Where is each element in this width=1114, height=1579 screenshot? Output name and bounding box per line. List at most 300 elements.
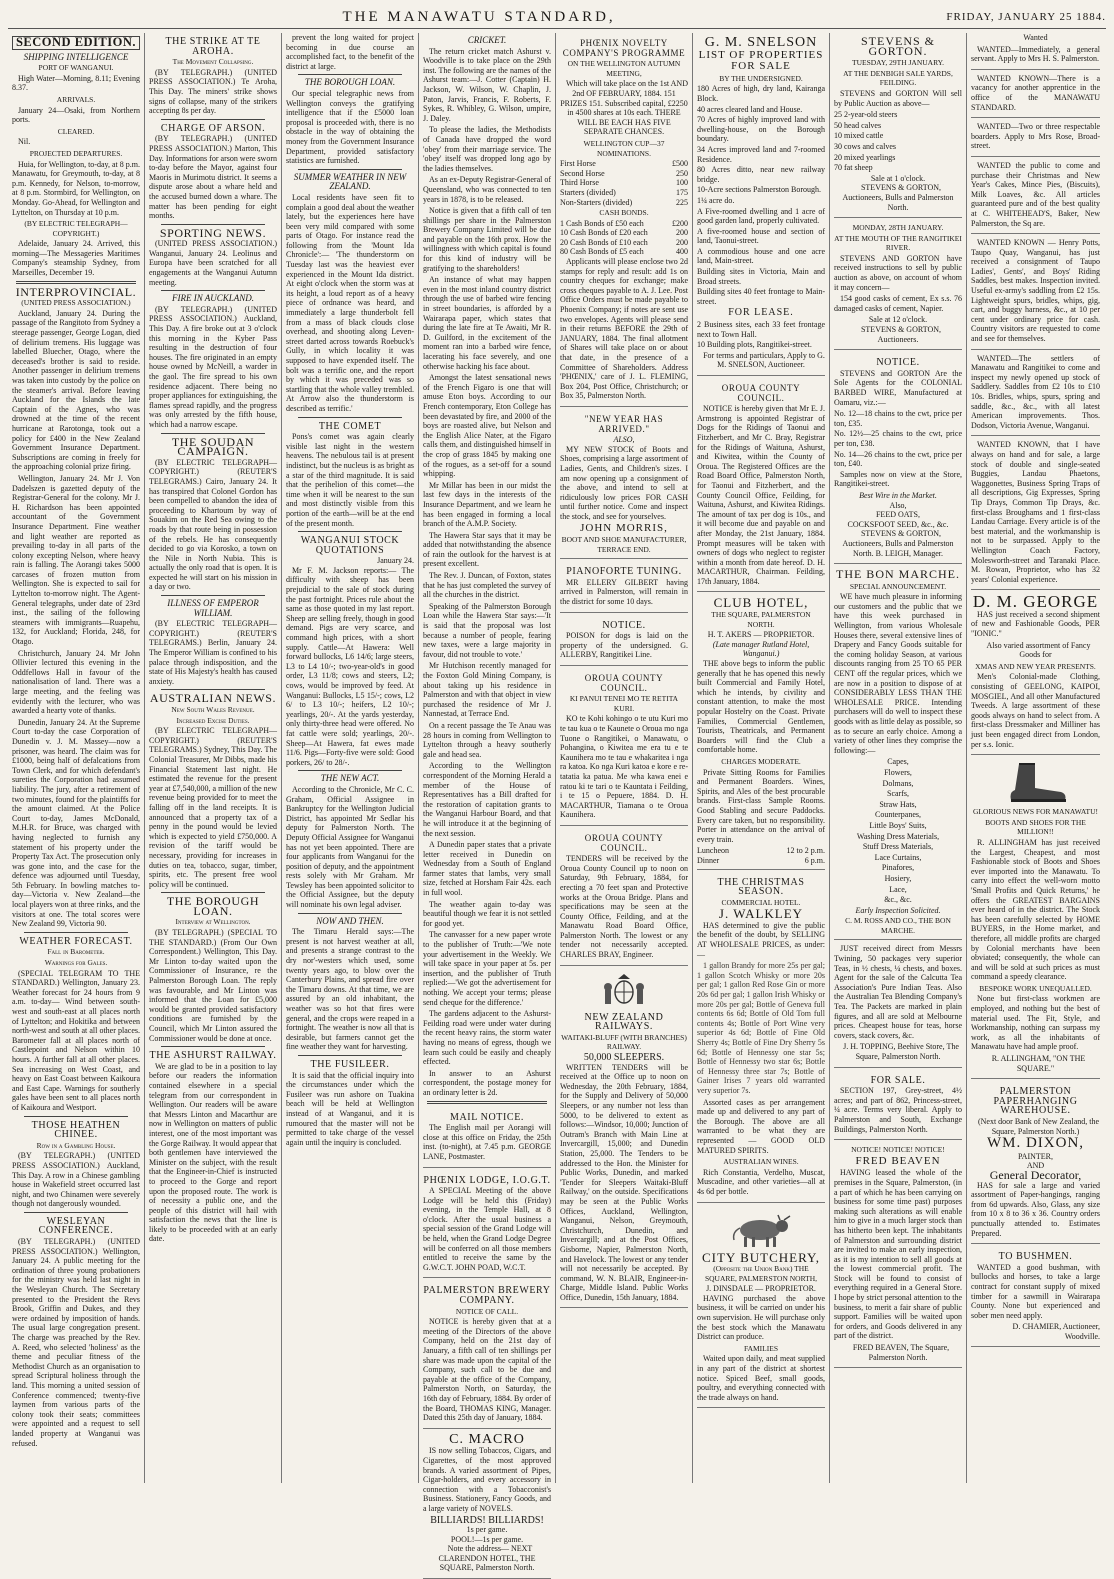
macro-heading: C. MACRO — [449, 1431, 525, 1447]
lease-list — [697, 320, 825, 350]
brewery-heading: PALMERSTON BREWERY COMPANY. — [423, 1285, 551, 1307]
allingham-sign: R. ALLINGHAM, "ON THE SQUARE." — [991, 1054, 1086, 1073]
butchery-ad — [697, 1205, 825, 1409]
property-item: Building sites in Victoria, Main and Broad streets. — [697, 267, 825, 286]
decorator-label: General Decorator, — [989, 1167, 1082, 1182]
commercial-hotel-heading: COMMERCIAL HOTEL. — [721, 897, 801, 907]
billiards-price: 1s per game. — [466, 1525, 508, 1535]
walkley-list: 1 gallon Brandy for more 25s per gal; 1 gallon Scotch Whisky or more 20s per gal; 1 gallon Red Rose Gin or more 20s 6d per gal; 1 gallon Irish Whisky or more 20s per gal; Bottle of Geneva full contents 6s 6d; Bottle of Old Tom full contents 4s; Bottle of Port Wine very superior 4s 6d; Bottle of Fine Old Sherry 4s; Bottle of Fine Dry Sherry 5s 6d; Bottle of Hennessy one star 5s; Bottle of Hennessy two star 6s; Bottle of Hennessy three star 7s; Bottle of Gainer Irises 7 years old warranted very superior 7s. — [697, 961, 825, 1095]
barbed-wire-ad — [834, 352, 962, 564]
prize-row — [560, 169, 688, 179]
butchery-heading: CITY BUTCHERY, — [701, 1249, 820, 1265]
divider — [161, 689, 265, 690]
railway-text: WRITTEN TENDERS will be received at the Office up to noon on Wednesday, the 20th February, 1884, for the Supply and Delivery of 50,000 Sleepers, or any number not less than 5000, to be delivered to extent as follows:—Windsor, 10,000; Junction of Outram's Branch with Main Line at Invercargill, 15,000; and Dunedin Station, 25,000. The Tenders to be addressed to the Hon. the Minister for Public Works, Dunedin, and marked 'Tender for Sleepers Waitaki-Bluff Railway,' on the outside. Specifications may be seen at the Public Works Offices, Auckland, Wellington, Wanganui, Nelson, Greymouth, Christchurch, Dunedin, and Invercargill; and at the Post Offices, Gisborne, Napier, Palmerston North, and Havelock. The lowest or any tender will not necessarily be accepted. By command, W. N. BLAIR, Engineer-in-Charge, Middle Island. Public Works Office, Dunedin, 15th January, 1884. — [560, 1062, 688, 1302]
divider — [298, 417, 402, 418]
divider — [298, 1055, 402, 1056]
bon-marche-ad — [834, 566, 962, 940]
divider — [298, 770, 402, 771]
divider — [161, 224, 265, 225]
dixon-name: WM. DIXON, — [986, 1135, 1085, 1152]
australian-wines-text: Rich Constantia, Verdelho, Muscat, Muscadine, and other varieties—all at 4s 6d per bottle. — [697, 1167, 825, 1196]
strike-heading: THE STRIKE AT TE AROHA. — [165, 36, 261, 57]
bond-row-value: 200 — [676, 237, 688, 247]
property-item: 10-Acre sections Palmerston Borough. — [697, 185, 821, 195]
meal-list — [697, 846, 825, 865]
cocksfoot-seed: COCKSFOOT SEED, &c., &c. — [847, 519, 949, 529]
news-paragraph: As an ex-Deputy Registrar-General of Queensland, who was connected to ten years in 1878, is to be released. — [423, 175, 552, 204]
butchery-sub: (Opposite the Union Bank) THE SQUARE, PALMERSTON NORTH, — [704, 1264, 818, 1283]
stevens-text: STEVENS and GORTON Will sell by Public Auction as above— — [834, 88, 962, 108]
bon-marche-sub: SPECIAL ANNOUNCEMENT. — [849, 581, 947, 591]
sale-time: Sale at 1 o'clock. — [870, 173, 926, 183]
iogt-ad — [423, 1170, 551, 1279]
heathen-text: (BY TELEGRAPH.) (UNITED PRESS ASSOCIATION.) Auckland, This Day. A row in a Chinese gambling house in Wakefield street occurred last night, and two Chinamen were severely though not dangerously wounded. — [12, 1151, 140, 1209]
railway-heading: NEW ZEALAND RAILWAYS. — [584, 1011, 664, 1033]
arrivals-text: January 24—Osaki, from Northern ports. — [12, 105, 140, 125]
bespoke-heading: BESPOKE WORK UNEQUALLED. — [979, 983, 1092, 993]
prize-row — [560, 178, 688, 188]
prize-row-value: 250 — [676, 168, 688, 178]
tuesday-date: TUESDAY, 29TH JANUARY. — [852, 58, 944, 68]
high-water: High Water—Morning, 8.11; Evening 8.37. — [12, 73, 140, 93]
bond-row-value: 200 — [676, 228, 688, 238]
news-paragraph: The canvasser for a new paper wrote to the publisher of Truth:—'We note your advertisement in the Weekly. We will take space in your paper at 5s. per insertion, and the publisher of Truth replied:—'We got the advertisement for nothing. We accept your terms; please send cheque for the difference.' — [423, 930, 551, 1007]
wanted-text: WANTED—Two or three respectable boarders. Apply to Mrs Rose, Broad-street. — [971, 122, 1100, 151]
phoenix-ad — [560, 33, 688, 407]
cash-bonds-heading: CASH BONDS. — [599, 208, 649, 218]
piano-heading: PIANOFORTE TUNING. — [566, 566, 682, 578]
oroua-tender-heading: OROUA COUNTY COUNCIL. — [584, 832, 664, 853]
sale-item: 20 mixed yearlings — [834, 152, 896, 162]
christmas-heading: THE CHRISTMAS SEASON. — [717, 876, 805, 898]
sleepers-heading: 50,000 SLEEPERS. — [583, 1052, 665, 1064]
bon-item: Lace Curtains, — [874, 852, 922, 862]
bon-item: Scarfs, — [887, 789, 909, 799]
fusileer-text: It is said that the official inquiry into the circumstances under which the Fusileer was run ashore on Tuakina beach will be held at Wellington instead of at Wanganui, and it is rumoured that the master will not be permitted to take charge of the vessel again until the inquiry is concluded. — [286, 1070, 414, 1147]
column-4 — [419, 33, 556, 1573]
lease-item: 10 Building plots, Rangitikei-street. — [697, 340, 812, 350]
poison-text: POISON for dogs is laid on the property of the undersigned. G. ALLERBY, Rangitikei Line. — [560, 631, 688, 660]
new-year-heading: "NEW YEAR HAS ARRIVED." — [584, 413, 664, 434]
columns — [8, 33, 1106, 1573]
wellington-cup: WELLINGTON CUP—37 NOMINATIONS. — [583, 138, 665, 158]
port-heading: PORT OF WANGANUI. — [38, 63, 114, 73]
column-1 — [8, 33, 145, 1483]
wanted-text: WANTED the public to come and purchase their Christmas and New Year's Cakes, Mince Pies, (Biscuits), Milk Loaves, &c. All articles guaranteed pure and of the best quality at C. WHITEHEAD'S, Baker, New Palmerston, the Sq are. — [971, 160, 1100, 228]
paperhanging-sub: (Next door Bank of New Zealand, the Square, Palmerston North.) — [977, 1117, 1100, 1136]
stevens-sign-2: STEVENS & GORTON, Auctioneers. — [860, 325, 942, 344]
emperor-text: (BY ELECTRIC TELEGRAPH—COPYRIGHT.) (REUTER'S TELEGRAMS.) Berlin, January 24. The Emperor William is confined to his palace through indisposition, and the state of His Majesty's health has caused anxiety. — [149, 619, 277, 686]
butchery-prop: J. DINSDALE — PROPRIETOR. — [706, 1284, 816, 1294]
and-label: AND — [1026, 1161, 1045, 1171]
prize-row — [560, 188, 688, 198]
also-label: ALSO, — [613, 435, 635, 445]
wanted-ad — [971, 159, 1100, 234]
telegraph-text: Adelaide, January 24. Arrived, this morning—The Messageries Maritimes Company's steamship Sydney, from Marseilles, December 19. — [12, 239, 140, 278]
for-sale-text: SECTION 197, Grey-street, 4½ acres; and part of 862, Princess-street, ¼ acre. Terms very liberal. Apply to Palmerston and South, Exchange Buildings, Palmerston North. — [834, 1086, 962, 1134]
heathen-heading: THOSE HEATHEN CHINEE. — [31, 1119, 121, 1141]
divider — [24, 932, 128, 933]
wellington-text: Wellington, January 24. Mr J. Von Dadelszen is gazetted deputy of the Registrar-General for the colony. Mr J. H. Richardson has been appointed accountant of the Government Insurance Department. Fine weather and light weather are reported as prevailing to-day in all parts of the colony excepting Nelson, where heavy rain is falling. The Aorangi takes 5000 carcases of frozen mutton from Wellington. She is expected to sail for Lyttelton to-morrow night. The Agent-General telegraphs, under date of 23rd inst., the sailing of the following steamers with immigrants—Ruapehu, 132, for Auckland; Florida, 248, for Otago. — [12, 473, 140, 647]
for-sale-heading: FOR SALE. — [870, 1074, 926, 1086]
news-paragraph: Notice is given that a fifth call of ten shillings per share in the Palmerston Brewery Company Limited will be due and payable on the 16th prox. How the willingness with which capital is found for this kind of industry will be gratifying to the shareholders! — [423, 206, 551, 273]
property-item: 1¼ acre do. — [697, 195, 735, 205]
piano-ad — [560, 561, 688, 612]
bespoke-text: None but first-class workmen are employed, and nothing but the best of material used. The Fit, Style, and Workmanship, nothing can surpass my work, as all the inhabitants of Manawatu have had ample proof. — [971, 994, 1100, 1052]
cricket-text: The return cricket match Ashurst v. Woodville is to take place on the 29th inst. The following are the names of the Ashurst team:—J. Cotter (Captain) H. Jackson, W. Wilson, W. Chaplin, J. Paton, Jarvis, Francis, F. Roberts, F. Sykes, R. Whibley, G. Wilson, umpire, J. Daley. — [423, 46, 551, 123]
topping-sign: J. H. TOPPING, Beehive Store, The Square, Palmerston North. — [843, 1042, 959, 1061]
property-item: 70 Acres of highly improved land with dwelling-house, on the Borough boundary. — [697, 115, 825, 144]
prize-row — [560, 159, 688, 169]
bon-item: Capes, — [887, 757, 909, 767]
loan-heading: THE BOROUGH LOAN. — [166, 894, 260, 918]
column-3 — [282, 33, 419, 1483]
new-act-text: According to the Chronicle, Mr C. C. Graham, Official Assignee in Bankruptcy for the Wellington Judicial District, has appointed Mr Sedlar his deputy for Palmerston North. The Deputy Official Assignee for Wanganui has not yet been appointed. There are four applicants from Wanganui for the position of deputy, and the appointment rests solely with Mr Graham. Mr Tewsley has been appointed solicitor to the Official Assignee, but the deputy will nominate his own legal adviser. — [286, 784, 414, 910]
oroua-dogs-ad — [697, 378, 825, 592]
property-item: A Five-roomed dwelling and 1 acre of good garden land, properly cultivated. — [697, 206, 825, 226]
beaven-name: FRED BEAVEN — [855, 1154, 941, 1167]
stevens-gorton-heading: STEVENS & GORTON. — [860, 34, 935, 58]
by-undersigned: BY THE UNDERSIGNED. — [719, 73, 803, 83]
divider — [24, 1212, 128, 1213]
railway-ad — [560, 968, 688, 1309]
allingham-ad — [971, 757, 1100, 1079]
denbigh-heading: AT THE DENBIGH SALE YARDS, FEILDING. — [843, 68, 953, 88]
mouth-time: Sale at 12 o'clock. — [868, 315, 928, 325]
weather-sub-2: Warnings for Gales. — [44, 958, 108, 968]
charges-heading: CHARGES MODERATE. — [721, 756, 801, 766]
borough-loan-heading: THE BOROUGH LOAN. — [304, 77, 396, 88]
divider — [161, 290, 265, 291]
divider — [24, 1116, 128, 1117]
sale-item: 50 head calves — [834, 120, 882, 130]
prize-row-value: £500 — [672, 159, 688, 169]
painter-label: PAINTER, — [1017, 1151, 1054, 1161]
australian-heading: AUSTRALIAN NEWS. — [149, 691, 277, 706]
bond-row-label: 1 Cash Bonds of £50 each — [560, 218, 644, 228]
bond-row-value: 400 — [676, 247, 688, 257]
comet-text: Pons's comet was again clearly visible last night in the western heavens. The nebulous tail is at present indistinct, but the nucleus is as bright as a star of the third magnitude. It is said that the perihelion of this comet—the time when it will be nearest to the sun and most distinctly visible from this portion of the earth—will be at the end of the present month. — [286, 432, 414, 528]
phoenix-text: Which will take place on the 1st AND 2nd OF FEBRUARY, 1884. 151 PRIZES 151. Subscribed capital, £2250 in 4500 shares at 10s each. THERE WILL BE EACH HAS FIVE SEPARATE CHANCES. — [560, 79, 688, 137]
bond-row-value: £200 — [672, 218, 688, 228]
news-paragraph: Amongst the latest sensational news of the French Figaro is one that will amuse Eton boys. According to our French contemporary, Eton College has been devastated by fire, and 2000 of the boys are roasted alive, but Nelson and the English Alice Nater, at the Figaro calls them, and distinguished himself in the crop of grass 1845 by making one of the rogues, as a set-off for a sound whipping. — [423, 373, 551, 479]
christchurch-text: Christchurch, January 24. Mr John Ollivier lectured this evening in the Oddfellows Hall in favour of the nationalisation of land. There was a large meeting, and the feeling was evidently with the lecturer, who was awarded a hearty vote of thanks. — [12, 648, 140, 716]
news-paragraph: The Hawera Star says that it may be added that notwithstanding the absence of rain the outlook for the harvest is at present excellent. — [423, 530, 551, 569]
divider — [161, 1046, 265, 1047]
macro-address: Note the address— NEXT CLARENDON HOTEL, THE SQUARE, Palmerston North. — [438, 1544, 536, 1573]
divider — [298, 169, 402, 170]
bushmen-heading: TO BUSHMEN. — [998, 1251, 1073, 1263]
cricket-heading: CRICKET. — [467, 35, 507, 45]
meal-row-value: 12 to 2 p.m. — [786, 846, 825, 856]
divider — [161, 892, 265, 893]
beaven-ad — [834, 1142, 962, 1368]
sale-item: 25 2-year-old steers — [834, 110, 898, 120]
bon-item: Lace, — [889, 884, 907, 894]
walkley-text: HAS determined to give the public the benefit of the doubt, by SELLING AT WHOLESALE PRICES, as under:— — [697, 920, 825, 959]
bon-marche-heading: THE BON MARCHE. — [835, 567, 960, 582]
rangitikei-ad — [834, 220, 962, 350]
families-heading: FAMILIES — [743, 1343, 779, 1353]
oroua-maori-text: KO te Kohi kohingo o te utu Kuri mo te tau kua o te Kaunete o Oroua mo nga Tuone o Rangitikei, o Manawatu, o Pohangina, o Kiwitea me era tu e te Kaunihera mo te tau e whakaritea i nga ra katoa. Ko nga Kuri katoa e kore e re-tatatia ka patua. Me wha kawa enei e ratou ki te tari o te Kauntata i Feilding, i te 15 o Pepuere, 1884. D. H. MACARTHUR, Tiamana o te Oroua Kaunihera. — [560, 714, 688, 820]
meal-row-value: 6 p.m. — [804, 855, 825, 865]
auckland-text: Auckland, January 24. During the passage of the Rangitoto from Sydney a steerage passenger, George Logan, died of delirium tremens. His luggage was labelled Bluecher, Otago, where the deceased's brother is said to reside. Another passenger in delirium tremens was taken into custody by the police on the steamer's arrival. Before leaving Auckland for the Islands the late Captain of the Agnes, who was drowned at the time of the recent hurricane at Rarotonga, took out a policy for £400 in the New Zealand Government Insurance Department. Subscriptions are coming in freely for the approaching colonial prize firing. — [12, 308, 140, 472]
masthead-left — [8, 11, 12, 23]
property-item: 80 Acres ditto, near new railway bridge. — [697, 165, 825, 184]
australian-sub-1: New South Wales Revenue. — [171, 705, 255, 714]
bond-row-label: 80 Cash Bonds of £5 each — [560, 247, 644, 257]
morris-sub: BOOT AND SHOE MANUFACTURER, TERRACE END. — [561, 535, 687, 554]
bond-row — [560, 228, 688, 238]
bon-list — [834, 757, 962, 904]
beaven-text: HAVING leased the whole of the premises in the Square, Palmerston, (in a part of which he has been carrying on business for some time past) purposes making such alterations as will enable him to give in a much larger stock than has hitherto been kept. The inhabitants of Palmerston and surrounding district are invited to make an early inspection, as it is my intention to sell all goods at the lowest commercial profit. The Stock will be found to consist of everything required in a General Store. I hope by strict personal attention to the business, to merit a fair share of public support. Families will be waited upon for orders, and Goods delivered in any part of the district. — [834, 1168, 962, 1341]
wire-list — [834, 409, 962, 469]
bond-row-label: 20 Cash Bonds of £10 each — [560, 237, 648, 247]
george-ad — [971, 592, 1100, 755]
property-item: Building sites 40 feet frontage to Main-street. — [697, 287, 825, 306]
paperhanging-heading: PALMERSTON PAPERHANGING WAREHOUSE. — [993, 1086, 1078, 1117]
walkley-text-2: Assorted cases as per arrangement made up and delivered to any part of the Borough. The above are all warranted to be what they are represented — GOOD OLD MATURED SPIRITS. — [697, 1097, 825, 1155]
shipping-heading: SHIPPING INTELLIGENCE — [23, 51, 129, 62]
ashurst-heading: THE ASHURST RAILWAY. — [149, 1050, 277, 1062]
weather-sub-1: Fall in Barometer. — [47, 947, 105, 957]
snelson-sign: For terms and particulars, Apply to G. M. SNELSON, Auctioneer. — [703, 350, 825, 370]
club-prop-sub: (Late manager Rutland Hotel, Wanganui.) — [712, 639, 810, 659]
bull-icon — [697, 1210, 825, 1250]
summer-heading: SUMMER WEATHER IN NEW ZEALAND. — [293, 171, 407, 192]
stevens-gorton-ad — [834, 33, 962, 218]
wanted-ad — [971, 438, 1100, 590]
bon-item: Flowers, — [884, 767, 912, 777]
for-sale-ad — [834, 1070, 962, 1141]
property-item: 34 Acres improved land and 7-roomed Residence. — [697, 144, 825, 164]
mail-notice-heading: MAIL NOTICE. — [449, 1111, 525, 1123]
also-label: Also, — [889, 500, 907, 510]
oroua-tender-text: TENDERS will be received by the Oroua County Council up to noon on Saturday, 9th February, 1884, for erecting a 70 feet span and Protective works at the Oroua Bridge. Plans and specifications may be seen at the County Office, Feilding, and at the Manawatu Road Board Office, Palmerston North. The lowest or any tender not necessarily accepted. CHARLES BRAY, Engineer. — [560, 854, 688, 960]
cleared-heading: CLEARED. — [57, 126, 95, 136]
australian-wines-heading: AUSTRALIAN WINES. — [723, 1157, 799, 1167]
dunedin-text: Dunedin, January 24. At the Supreme Court to-day the case Corporation of Dunedin v. J. M. Massey—now a prisoner, was heard. The claim was for £1000, being half of defalcations from Town Clerk, and for which defendant's sureties the Corporation had assumed liability. The jury, after a retirement of two minutes, found for the plaintiffs for the amount claimed. At the Police Court to-day, James McDonald, M.H.R. for Bruce, was charged with having neglected to furnish any statement of his property under the Property Tax Act. The prosecution only was gone into, and the case for the defence was adjourned until Tuesday, 5th February. In bowling matches to-day—Victoria v. New Zealand—the local players won at three rinks, and the visitors at one. The total scores were New Zealand 99, Victoria 90. — [12, 717, 140, 929]
loan-text: (BY TELEGRAPH.) (SPECIAL TO THE STANDARD.) (From Our Own Correspondent.) Wellington, This Day. Mr Linton to-day waited upon the Commissioner of Insurance, re the Palmerston Borough Loan. The reply was favourable, and Mr Linton was informed that the Loan for £5,000 would be granted provided satisfactory conditions are furnished by the Council, which Mr Linton assured the Commissioner would be done at once. — [149, 928, 277, 1043]
divider — [161, 595, 265, 596]
column-5 — [556, 33, 693, 1483]
column-8 — [967, 33, 1104, 1483]
glorious-heading: GLORIOUS NEWS FOR MANAWATU! — [972, 807, 1099, 817]
pool-price: POOL!—1s per game. — [450, 1534, 524, 1544]
meal-row — [697, 856, 825, 866]
monday-date: MONDAY, 28TH JANUARY. — [852, 223, 944, 233]
bond-row — [560, 247, 688, 257]
stock-heading: WANGANUI STOCK QUOTATIONS — [300, 535, 400, 556]
prize-row-label: Starters (divided) — [560, 187, 616, 197]
property-item: 40 acres cleared land and House. — [697, 104, 803, 114]
club-hotel-heading: CLUB HOTEL, — [713, 595, 809, 611]
notice-triple: NOTICE! NOTICE! NOTICE! — [851, 1145, 945, 1155]
news-paragraph: The Rev. J. Duncan, of Foxton, states that he has just completed the survey of all the churches in the district. — [423, 571, 551, 600]
prize-row-label: Third Horse — [560, 178, 599, 188]
strike-text: (BY TELEGRAPH.) (UNITED PRESS ASSOCIATION.) Te Aroha, This Day. The miners' strike shows signs of collapse, many of the strikers accepting 8s per day. — [149, 67, 277, 116]
wanted-text: WANTED KNOWN — Henry Potts, Taupo Quay, Wanganui, has just received a consignment of Taupo Ladies', Gents', and Boys' Riding Saddles, best makes. Inspection invited. Useful ex-army's saddling from £2 15s. Lightweight spurs, bridles, whips, gig, cart, and buggy harness, &c., at 10 per cent under ordinary price for cash. Country visitors are requested to come and see for themselves. — [971, 238, 1100, 344]
strike-sub: The Movement Collapsing. — [172, 57, 254, 67]
news-paragraph: In answer to an Ashurst correspondent, the postage money for an ordinary letter is 2d. — [423, 1068, 551, 1097]
snelson-name: G. M. SNELSON — [704, 35, 818, 50]
wanted-text: WANTED KNOWN, that I have always on hand and for sale, a large stock of double and single-seated Buggies, Landau Phaetons, Waggonettes, Business Spring Traps of all descriptions, Gig Expresses, Spring Tip Drays, Common Tip Drays, &c. first-class Broughams and 1 first-class Landau Carriage. Every article is of the best material, and the workmanship is not to be surpassed. Apply to the Wellington Coach Factory, Molesworth-street and Taranaki Place. M. Rowan, Proprietor, who has 32 years' Colonial experience. — [971, 440, 1100, 584]
arson-text: (BY TELEGRAPH.) (UNITED PRESS ASSOCIATION.) Marton, This Day. Informations for arson were sworn to-day before the Mayor, against four Maoris in Murimotu district. It seems a dispute arose about a whare held and the accused burned down a whare. The matter has been pending for eight months. — [149, 134, 277, 221]
butchery-text: HAVING purchased the above business, it will be carried on under his own supervision. He will purchase only the best stock which the Manawatu District can produce. — [697, 1293, 825, 1342]
bond-row — [560, 238, 688, 248]
prize-row-label: Non-Starters (divided) — [560, 197, 633, 207]
brewery-ad — [423, 1280, 551, 1428]
prize-row-label: First Horse — [560, 159, 596, 169]
column-2 — [145, 33, 282, 1483]
wire-item: No. 12½—25 chains to the cwt, price per ton, £38. — [834, 429, 962, 448]
property-item: A five-roomed house and section of land, Taonui-street. — [697, 226, 825, 246]
dixon-ad — [971, 1081, 1100, 1244]
news-paragraph: A Dunedin paper states that a private letter received in Dunedin on Wednesday from a South of England farmer states that lambs, very small size, fetched at Horsham Fair 42s. each in full wool. — [423, 840, 551, 898]
news-paragraph: An instance of what may happen even in the most inland country district through the use of barbed wire fencing in street boundaries, is afforded by a Wairarapa paper, which states that during the late fire at Te Awaiti, Mr R. D. Guilford, in the excitement of the moment ran into a barbed wire fence, lacerating his face severely, and one otherwise hacking his face about. — [423, 275, 551, 371]
early-inspection: Early Inspection Solicited. — [855, 905, 941, 915]
morris-name: JOHN MORRIS, — [580, 521, 668, 534]
cleared-text: Nil. — [18, 137, 31, 147]
news-paragraph: To please the ladies, the Methodists of Canada have dropped the word 'obey' from their marriage service. The 'obey' itself was dropped long ago by the ladies themselves. — [423, 125, 551, 173]
wesleyan-heading: WESLEYAN CONFERENCE. — [38, 1215, 114, 1237]
prize-row — [560, 198, 688, 208]
bond-row-label: 10 Cash Bonds of £20 each — [560, 228, 648, 238]
masthead — [8, 6, 1106, 29]
wanted-ad — [971, 72, 1100, 118]
george-text-2: Also varied assortment of Fancy Goods for — [986, 640, 1091, 660]
meal-row-label: Luncheon — [697, 846, 729, 856]
oroua-maori-heading: KI PANUI TENEI MO TE RETITA KURI. — [569, 694, 679, 713]
column-6 — [693, 33, 830, 1483]
heathen-sub: Row in a Gambling House. — [36, 1140, 116, 1150]
topping-ad — [834, 942, 962, 1067]
allingham-text: R. ALLINGHAM has just received the Largest, Cheapest, and most Fashionable stock of Boots and Shoes ever imported into the Manawatu. To carry into effect the well-worn motto 'Small Profits and Quick Returns,' he offers the GREATEST BARGAINS ever heard of in the district. The Stock has been carefully selected by HOME BUYERS, in the Home market, and therefore, all middle profits are charged by Colonial merchants have been obviated; consequently, the whole can and will be sold at such prices as must command a speedy clearance. — [971, 837, 1100, 982]
bon-item: Little Boys' Suits, — [869, 820, 927, 830]
phoenix-sub: ON THE WELLINGTON AUTUMN MEETING, — [567, 59, 681, 78]
macro-ad — [423, 1431, 551, 1579]
new-act-heading: THE NEW ACT. — [320, 773, 380, 784]
now-and-then-heading: NOW AND THEN. — [316, 915, 384, 926]
departures-heading: PROJECTED DEPARTURES. — [29, 148, 123, 158]
bon-item: Stuff Dress Materials, — [862, 842, 934, 852]
bon-item: Straw Hats, — [879, 799, 917, 809]
meal-row-label: Dinner — [697, 855, 720, 865]
property-item: A commodious house and one acre land, Main-street. — [697, 246, 825, 266]
meal-row — [697, 846, 825, 856]
george-text-3: Men's Colonial-made Clothing, consisting of GEELONG, KAIPOI, MOSGIEL, And all other Manufactured Tweeds. A large assortment of these goods always on hand to select from. A first-class Dressmaker and Milliner has just been engaged direct from London, per s.s. Ionic. — [971, 672, 1100, 749]
macro-text: IS now selling Tobaccos, Cigars, and Cigarettes, of the most approved brands. A varied assortment of Pipes, Cigar-holders, and every accessory in connection with a Tobacconist's Business. Stationery, Fancy Goods, and a large variety of NOVELS. — [423, 1446, 551, 1513]
topping-text: JUST received direct from Messrs Twining, 50 packages very superior Teas, in ½ chests, ¼ chests, and boxes. Agent for the sale of the Calcutta Tea Association's Pure Indian Teas. Also the Australian Tea Blending Company's Tea. The Packets are marked in plain figures, and all are sold at Melbourne prices. Cheapest house for teas, horse covers, stack covers, &c. — [834, 944, 962, 1040]
oroua-dogs-heading: OROUA COUNTY COUNCIL. — [721, 383, 801, 403]
prize-list — [560, 159, 688, 207]
news-paragraph: Mr Millar has been in our midst the last few days in the interests of the Insurance Department, and we learn he has been engaged in forming a local branch of the A.M.P. Society. — [423, 480, 551, 529]
stock-text: Mr F. M. Jackson reports:— The difficulty with sheep has been prejudicial to the sale of stock during the past fortnight. Prices rule about the same as those quoted in my last report. Sheep are selling freely, though in good demand. Pigs are very scarce, and command high prices, with a short supply. Cattle—At Hawera: Well forward bullocks, L6 14/6; large steers, L3 to L4 10/-; two-year-old's in good order, L3 11/8; cows and steers, L2; cows, would be improved by feed. At Wanganui: Bullocks, L5 15/-; cows, L2 6/ to L3 10/-; heifers, L2 10/-; yearlings, 20/-. At the yards yesterday, only thirty-three head were offered. No fat cattle were sold; yearlings, 20/-. Sheep—At Hawera, fat ewes made 11/6. Pigs—Forty-five were sold: Good porkers, 26/ to 28/-. — [286, 565, 414, 767]
lease-heading: FOR LEASE. — [728, 307, 794, 319]
bon-item: &c., &c. — [884, 895, 912, 905]
best-wire: Best Wire in the Market. — [859, 490, 937, 500]
families-text: Waited upon daily, and meat supplied in any part of the district at shortest notice. Spiced Beef, small goods, poultry, and everything connected with the trade always on hand. — [697, 1354, 825, 1402]
fire-heading: FIRE IN AUCKLAND. — [171, 293, 255, 304]
mail-notice-text: The English mail per Aorangi will close at this office on Friday, the 25th inst. (to-night), at 7.45 p.m. GEORGE LANE, Postmaster. — [423, 1123, 551, 1161]
walkley-name: J. WALKLEY — [718, 906, 804, 922]
interprovincial-sub: (UNITED PRESS ASSOCIATION.) — [21, 298, 131, 308]
dixon-text: HAS for sale a large and varied assortment of Paper-hangings, ranging from 6d upwards. Also, Glass, any size from 10 x 8 to 36 x 36. Country orders punctually attended to. Estimates Prepared. — [971, 1180, 1100, 1238]
beaven-sign: FRED BEAVEN, The Square, Palmerston North. — [852, 1343, 950, 1362]
divider — [16, 281, 136, 284]
phoenix-text-2: Applicants will please enclose two 2d stamps for reply and result: add 1s on country cheques for exchange; make cross cheques payable to A. J. Lee. Post Office Orders must be made payable to Phoenix Company; if notes are sent use two envelopes. Agents will please send in their returns BEFORE the 29th of JANUARY, 1884. The final allotment of Shares will take place on or about that date, in the presence of a Committee of Shareholders. Address 'PHŒNIX,' care of J. L. FLEMING, Box 204, Post Office, Christchurch; or Box 35, Palmerston North. — [560, 257, 688, 401]
coat-of-arms-icon — [560, 973, 688, 1009]
oroua-dogs-text: NOTICE is hereby given that Mr E. J. Armstrong is appointed Registrar of Dogs for the Ridings of Taonui and Fitzherbert, and Mr C. Bray, Registrar for the Ridings of Waituna, Ashurst, and Kiwitea, within the County of Oroua. The Registered Offices are the Road Board Office, Palmerston North, for Taonui and Fitzherbert, and the County Council Office, Feilding, for Waituna, Ashurst, and Kiwitea Ridings. The amount of tax per dog is 10s., and it will become due and payable on and after Monday, the 21st January, 1884. Prompt measures will be taken with owners of dogs who neglect to register within a month from date hereof. D. H. MACARTHUR, Chairman. Feilding, 17th January, 1884. — [697, 404, 825, 586]
arrivals-heading: ARRIVALS. — [56, 94, 96, 104]
sporting-text: (UNITED PRESS ASSOCIATION.) Wanganui, January 24. Leolinus and Europa have been scratched for all engagements at the Wanganui Autumn meeting. — [149, 239, 277, 287]
properties-heading: LIST OF PROPERTIES — [698, 48, 824, 61]
wanted-ad — [971, 352, 1100, 437]
prize-row-value: 175 — [676, 187, 688, 197]
australian-sub-2: Increased Excise Duties. — [176, 715, 250, 725]
boots-heading: BOOTS AND SHOES FOR THE MILLION!! — [985, 817, 1086, 837]
ashurst-continued: prevent the long waited for project becoming in due course an accomplished fact, to the benefit of the district at large. — [286, 33, 414, 71]
divider — [161, 433, 265, 434]
bon-item: Pinafores, — [881, 863, 915, 873]
club-hotel-sub: THE SQUARE, PALMERSTON NORTH. — [711, 610, 811, 629]
club-prop: H. T. AKERS — PROPRIETOR. — [707, 630, 815, 640]
weather-heading: WEATHER FORECAST. — [19, 935, 133, 947]
club-text: THE above begs to inform the public generally that he has opened this newly built Commercial and Family Hotel, which he intends, by civility and constant attention, to make the most popular Hostelry on the Coast. Private Families, Commercial Gentlemen, Tourists, Theatricals, and Permanent Boarders will find the Club a comfortable home. — [697, 659, 825, 755]
bon-item: Hosiery, — [884, 873, 912, 883]
club-hotel-ad — [697, 594, 825, 869]
oroua-heading: OROUA COUNTY COUNCIL. — [584, 673, 664, 693]
wanted-ad — [971, 43, 1100, 70]
fusileer-heading: THE FUSILEER. — [310, 1058, 390, 1070]
telegraph-heading: (BY ELECTRIC TELEGRAPH—COPYRIGHT.) — [24, 219, 128, 238]
property-list — [697, 84, 825, 306]
club-text-2: Private Sitting Rooms for Families and Permanent Boarders. Wines, Spirits, and Ales of the best procurable brands. First-class Sample Rooms. Good Stabling and secure Paddocks. Every care taken, but no responsibility. Porter in attendance on the arrival of every train. — [697, 767, 825, 844]
for-sale-heading: FOR SALE — [731, 60, 791, 73]
wesleyan-text: (BY TELEGRAPH.) (UNITED PRESS ASSOCIATION.) Wellington, January 24. A public meeting for the ordination of three young probationers for the ministry was held last night in the Wesleyan Church. The Secretary presented to the President the Revs Brook, Griffin and Dukes, and they were ordained by imposition of hands. The usual large congregation present. The charge was preached by the Rev. A. Reed, who selected 'holiness' as the theme and peculiar fitness of the Methodist Church as an organisation to spread Scriptural holiness through the land. This morning a united session of Conference commenced; twenty-five laymen from various parts of the colony took their seats; committees were appointed and a request to sell landed property at Wanganui was refused. — [12, 1237, 140, 1448]
stevens-sign-3: STEVENS & GORTON, Auctioneers, Bulls and Palmerston North. B. LEIGH, Manager. — [842, 529, 954, 558]
bon-item: Washing Dress Materials, — [856, 831, 940, 841]
wanted-ad — [971, 236, 1100, 350]
divider — [427, 1101, 547, 1104]
property-item: 180 Acres of high, dry land, Kairanga Block. — [697, 84, 825, 103]
bond-row — [560, 219, 688, 229]
lease-item: 2 Business sites, each 33 feet frontage next to Town Hall. — [697, 320, 825, 339]
iogt-heading: PHŒNIX LODGE, I.O.G.T. — [423, 1174, 551, 1186]
chamier-sign: D. CHAMIER, Auctioneer, Woodville. — [1012, 1322, 1100, 1341]
mouth-list: 154 good casks of cement, Ex s.s. 76 damaged casks of cement, Napier. — [834, 294, 962, 313]
soudan-text: (BY ELECTRIC TELEGRAPH—COPYRIGHT.) (REUTER'S TELEGRAMS.) Cairo, January 24. It has transpired that Colonel Gordon has been compelled to abandon the idea of proceeding to Khartoum by way of Souakim on the Red Sea owing to the roads by that route being in possession of the rebels. He has consequently decided to go via Korosko, a town on the Nile in North Nubia. This is actually the only road that is open. It is expected he will start on his mission in a day or two. — [149, 457, 277, 592]
masthead-date: FRIDAY, JANUARY 25 1884. — [946, 11, 1106, 23]
bon-item: Counterpanes, — [875, 810, 921, 820]
news-paragraph: The weather again to-day was beautiful though we fear it is not settled for good yet. — [423, 899, 551, 928]
interprovincial-heading: INTERPROVINCIAL. — [15, 284, 137, 299]
ashurst-text: We are glad to be in a position to lay before our readers the information contained elsewhere in a special telegram from our correspondent in Wellington. Our readers will be aware that Messrs Linton and Macarthur are now in Wellington on matters of public interest, one of the most important was the Gorge Railway. It would appear that both gentlemen have interviewed the Minister on the subject, with the result that the Engineer-in-Chief is instructed to proceed to the Gorge and report upon the proposed route. The work is of necessity a public one, and the people of this district will hail with satisfaction the news that the line is likely to be proceeded with at an early date. — [149, 1061, 277, 1244]
iogt-text: A SPECIAL Meeting of the above Lodge will be held this (Friday) evening, in the Temple Hall, at 8 o'clock. After the usual business a special session of the Grand Lodge will be held, when the Grand Lodge Degree will be conferred on all those members entitled to receive the same by the G.W.C.T. JOHN POAD, W.C.T. — [423, 1186, 551, 1272]
sale-item: 30 cows and calves — [834, 141, 896, 151]
wire-item: No. 14—26 chains to the cwt, price per ton, £40. — [834, 449, 962, 469]
morris-ad — [560, 409, 688, 559]
commercial-hotel-ad — [697, 872, 825, 1203]
george-text: HAS just received a second shipment of new and Fashionable Goods, PER "IONIC." — [971, 609, 1100, 639]
poison-ad — [560, 615, 688, 666]
wanted-text: WANTED—Immediately, a general servant. Apply to Mrs H. S. Palmerston. — [971, 44, 1100, 64]
bon-item: Dolmans, — [882, 778, 914, 788]
soudan-heading: THE SOUDAN CAMPAIGN. — [171, 434, 255, 459]
bon-marche-sign: C. M. ROSS AND CO., THE BON MARCHE. — [845, 916, 951, 935]
morris-text: MY NEW STOCK of Boots and Shoes, comprising a large assortment of Ladies, Gents, and Children's sizes. I am now opening up a consignment of the above, and intend to sell at ridiculously low prices FOR CASH until further notice. Come and inspect the stock, and see for yourselves. — [560, 444, 688, 521]
borough-loan-text: Our special telegraphic news from Wellington conveys the gratifying intelligence that if the £5000 loan proposal is proceeded with, there is no obstacle in the way of obtaining the money from the Government Insurance Department, provided satisfactory statistics are furnished. — [286, 88, 414, 166]
